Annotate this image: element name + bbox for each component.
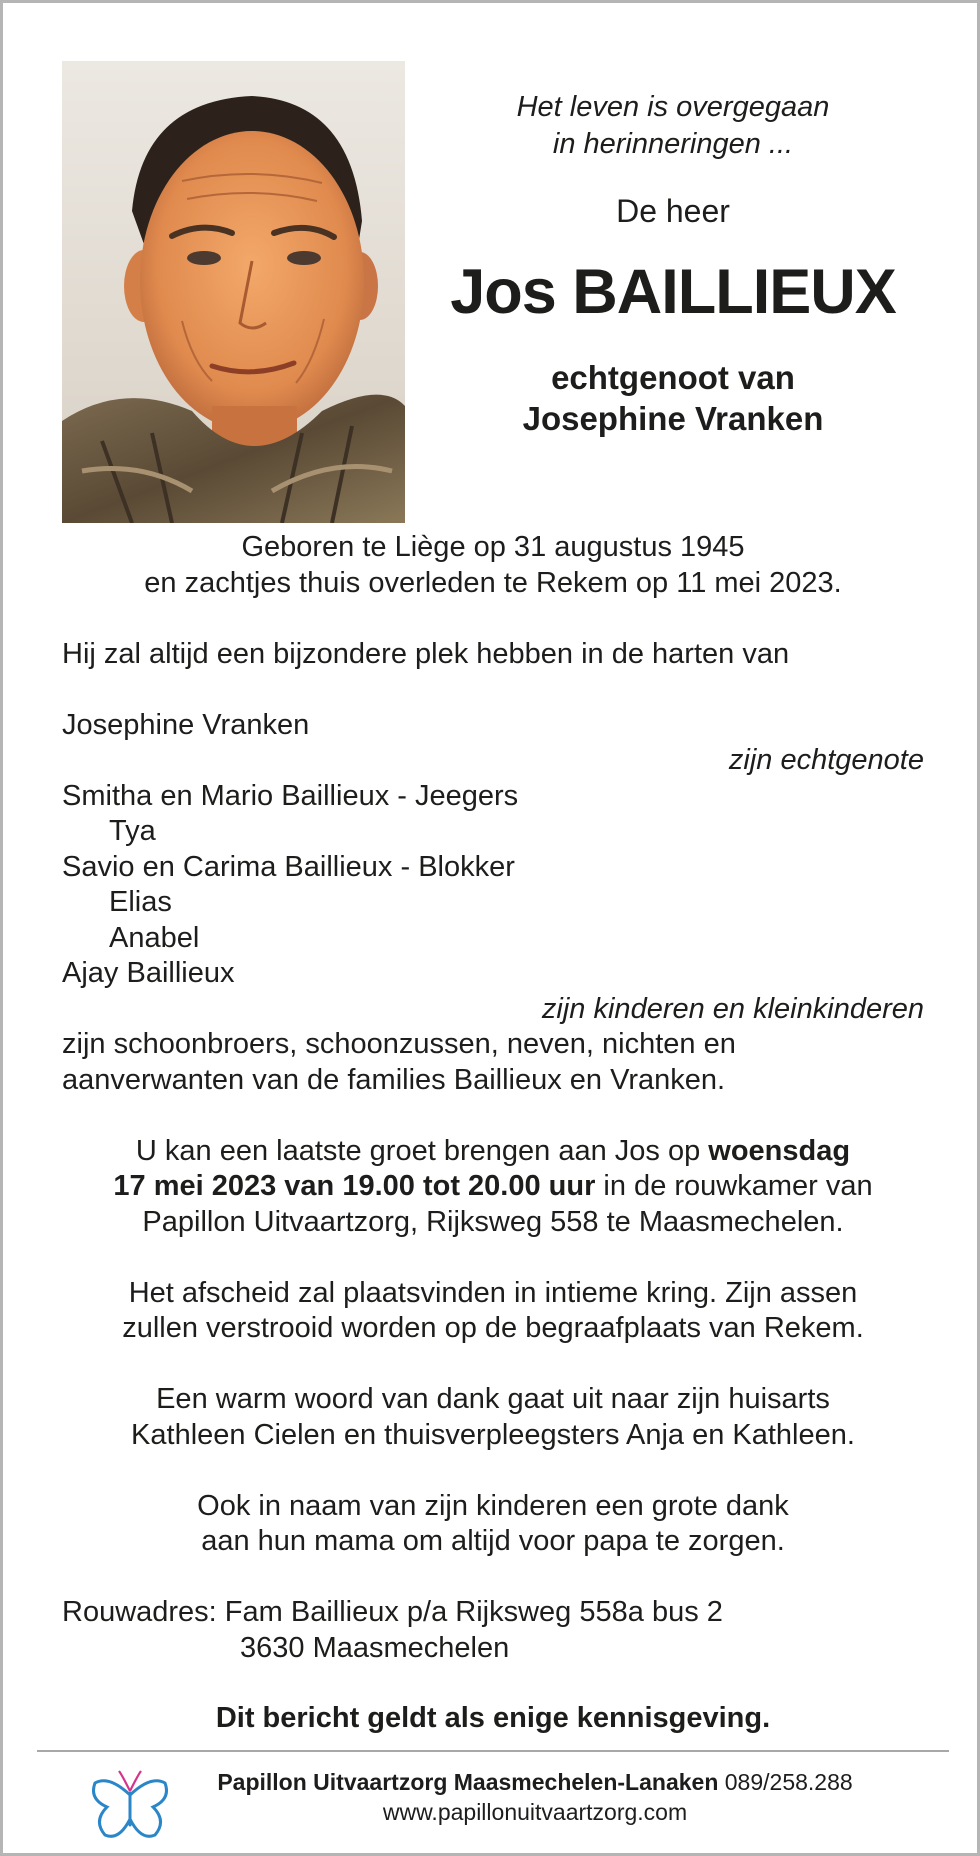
deceased-name: Jos BAILLIEUX — [450, 257, 896, 327]
mourning-address: Rouwadres: Fam Baillieux p/a Rijksweg 558a bus 2 — [62, 1596, 723, 1628]
spouse-name: Josephine Vranken — [62, 708, 310, 741]
obituary-body — [62, 530, 924, 1737]
grandchild-1: Tya — [109, 815, 156, 847]
grandchild-2: Elias — [109, 886, 172, 918]
birth-line: Geboren te Liège op 31 augustus 1945 — [241, 531, 745, 563]
butterfly-logo-icon — [89, 1769, 171, 1843]
thanks-line-1: Een warm woord van dank gaat uit naar zijn huisarts — [156, 1383, 830, 1415]
death-line: en zachtjes thuis overleden te Rekem op 11 mei 2023. — [144, 566, 842, 599]
child-2: Savio en Carima Baillieux - Blokker — [62, 850, 515, 883]
intro-line: Hij zal altijd een bijzondere plek hebben in de harten van — [62, 637, 790, 670]
farewell-line-1: Het afscheid zal plaatsvinden in intieme kring. Zijn assen — [128, 1276, 858, 1309]
footer-contact — [185, 1767, 885, 1827]
thanks-line-2: Kathleen Cielen en thuisverpleegsters Anja en Kathleen. — [131, 1418, 855, 1451]
spouse-line-2: Josephine Vranken — [522, 400, 824, 437]
child-1: Smitha en Mario Baillieux - Jeegers — [62, 779, 519, 812]
company-name: Papillon Uitvaartzorg Maasmechelen-Lanaken — [217, 1769, 719, 1795]
spouse-role: zijn echtgenote — [728, 744, 924, 776]
grandchild-3: Anabel — [109, 921, 200, 954]
motto-line-1: Het leven is overgegaan — [516, 91, 830, 123]
child-3: Ajay Baillieux — [62, 957, 235, 989]
others-line-1: zijn schoonbroers, schoonzussen, neven, nichten en — [62, 1028, 736, 1060]
company-phone: 089/258.288 — [718, 1769, 853, 1795]
visitation-paragraph — [62, 1134, 924, 1241]
children-role: zijn kinderen en kleinkinderen — [541, 992, 924, 1025]
salutation: De heer — [616, 193, 730, 229]
notice-line: Dit bericht geldt als enige kennisgeving. — [215, 1702, 771, 1734]
visitation-text-2: in de rouwkamer van — [595, 1170, 873, 1202]
visitation-location: Papillon Uitvaartzorg, Rijksweg 558 te Maasmechelen. — [142, 1205, 844, 1238]
visitation-text-1: U kan een laatste groet brengen aan Jos op — [135, 1134, 709, 1167]
farewell-line-2: zullen verstrooid worden op de begraafplaats van Rekem. — [122, 1312, 864, 1344]
portrait-photo — [62, 61, 405, 523]
footer-divider — [37, 1750, 949, 1752]
thanks-mama-line-2: aan hun mama om altijd voor papa te zorgen. — [201, 1525, 785, 1557]
thanks-mama-line-1: Ook in naam van zijn kinderen een grote dank — [197, 1489, 789, 1522]
spouse-line-1: echtgenoot van — [551, 359, 795, 396]
visitation-date-time: 17 mei 2023 van 19.00 tot 20.00 uur — [113, 1170, 596, 1202]
visitation-day: woensdag — [708, 1134, 851, 1167]
mourning-address-city: 3630 Maasmechelen — [240, 1631, 510, 1664]
portrait-image — [62, 61, 405, 523]
header-block — [443, 89, 903, 439]
company-website[interactable]: www.papillonuitvaartzorg.com — [382, 1799, 688, 1825]
footer — [37, 1761, 949, 1846]
others-line-2: aanverwanten van de families Baillieux en Vranken. — [62, 1063, 726, 1096]
motto-line-2: in herinneringen ... — [552, 128, 794, 160]
